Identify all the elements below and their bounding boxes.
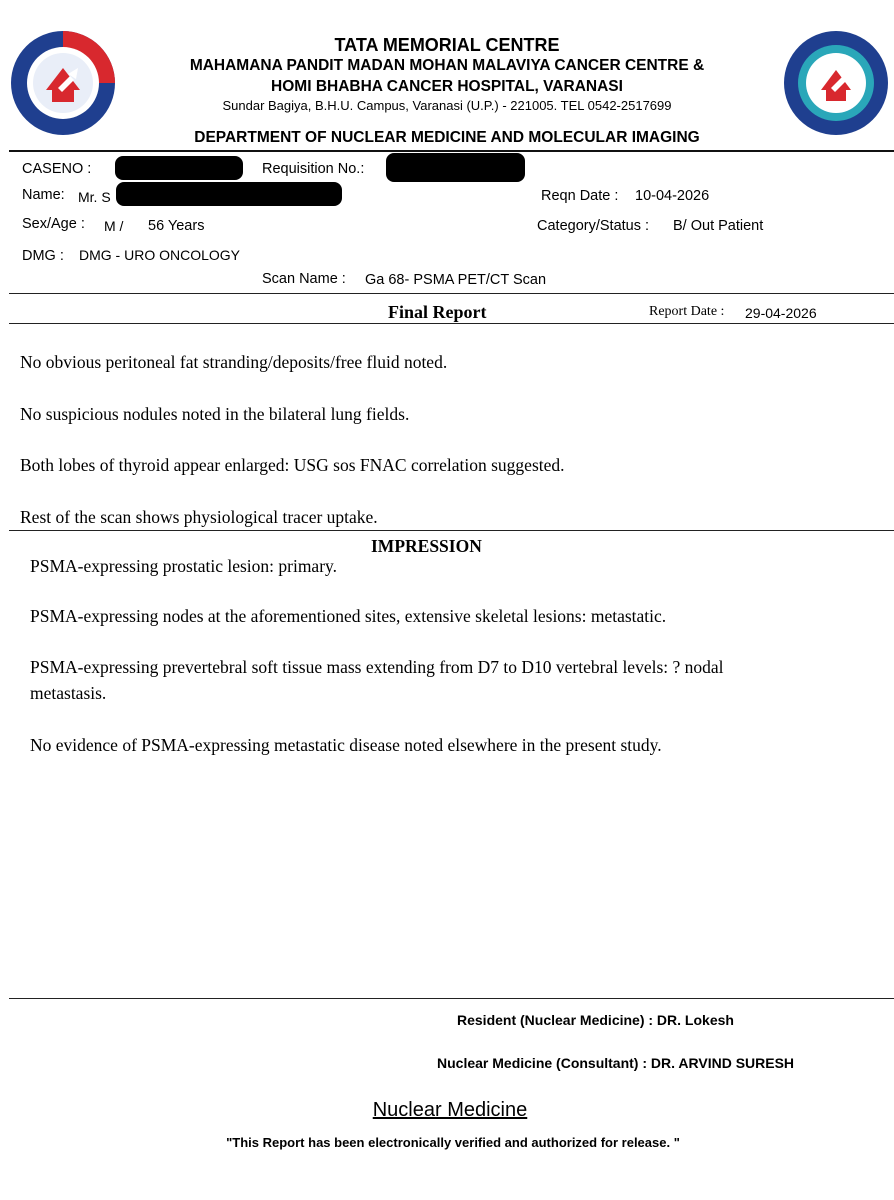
verification-note: "This Report has been electronically verified and authorized for release. " [226,1135,680,1150]
impression-4: No evidence of PSMA-expressing metastatic disease noted elsewhere in the present study. [30,735,662,755]
impression-divider [9,530,894,531]
signature-divider [9,998,894,999]
redacted-name [116,182,342,206]
redacted-caseno [115,156,243,180]
requisition-label: Requisition No.: [262,161,365,177]
finding-4: Rest of the scan shows physiological tracer uptake. [20,507,378,527]
impression-2: PSMA-expressing nodes at the aforementioned sites, extensive skeletal lesions: metastatic. [30,606,667,626]
category-label: Category/Status : [537,218,650,234]
department-name: DEPARTMENT OF NUCLEAR MEDICINE AND MOLECULAR IMAGING [194,129,700,146]
caseno-label: CASENO : [22,161,92,177]
patient-info-divider [9,293,894,294]
category-value: B/ Out Patient [673,218,764,234]
impression-3-cont: metastasis. [30,683,107,703]
scan-name-value: Ga 68- PSMA PET/CT Scan [365,272,547,288]
reqn-date-label: Reqn Date : [541,188,619,204]
hospital-name-line1: MAHAMANA PANDIT MADAN MOHAN MALAVIYA CANCER CENTRE & [189,57,705,74]
report-title-divider [9,323,894,324]
org-name: TATA MEMORIAL CENTRE [334,35,560,55]
impression-title: IMPRESSION [371,536,482,556]
report-date-label: Report Date : [649,304,725,319]
resident-signature: Resident (Nuclear Medicine) : DR. Lokesh [457,1012,734,1028]
hospital-name-line2: HOMI BHABHA CANCER HOSPITAL, VARANASI [271,78,623,95]
finding-2: No suspicious nodules noted in the bilateral lung fields. [20,404,410,424]
finding-1: No obvious peritoneal fat stranding/deposits/free fluid noted. [20,352,448,372]
dmg-label: DMG : [22,248,64,264]
hospital-address: Sundar Bagiya, B.H.U. Campus, Varanasi (U.P.) - 221005. TEL 0542-2517699 [222,98,672,113]
footer-department: Nuclear Medicine [372,1099,528,1121]
patient-name: Mr. S [78,189,111,205]
name-label: Name: [22,187,65,203]
report-title: Final Report [388,302,487,322]
sex-age-label: Sex/Age : [22,216,85,232]
sex-value: M / [104,218,124,234]
impression-3: PSMA-expressing prevertebral soft tissue mass extending from D7 to D10 vertebral levels: ? nodal [30,657,724,677]
impression-1: PSMA-expressing prostatic lesion: primary. [30,556,338,576]
age-value: 56 Years [148,218,205,234]
consultant-signature: Nuclear Medicine (Consultant) : DR. ARVIND SURESH [437,1055,795,1071]
finding-3: Both lobes of thyroid appear enlarged: USG sos FNAC correlation suggested. [20,455,565,475]
redacted-requisition [386,153,525,182]
dmg-value: DMG - URO ONCOLOGY [79,247,241,263]
report-date-value: 29-04-2026 [745,305,817,321]
header-divider [9,150,894,152]
reqn-date-value: 10-04-2026 [635,188,710,204]
scan-name-label: Scan Name : [262,271,346,287]
